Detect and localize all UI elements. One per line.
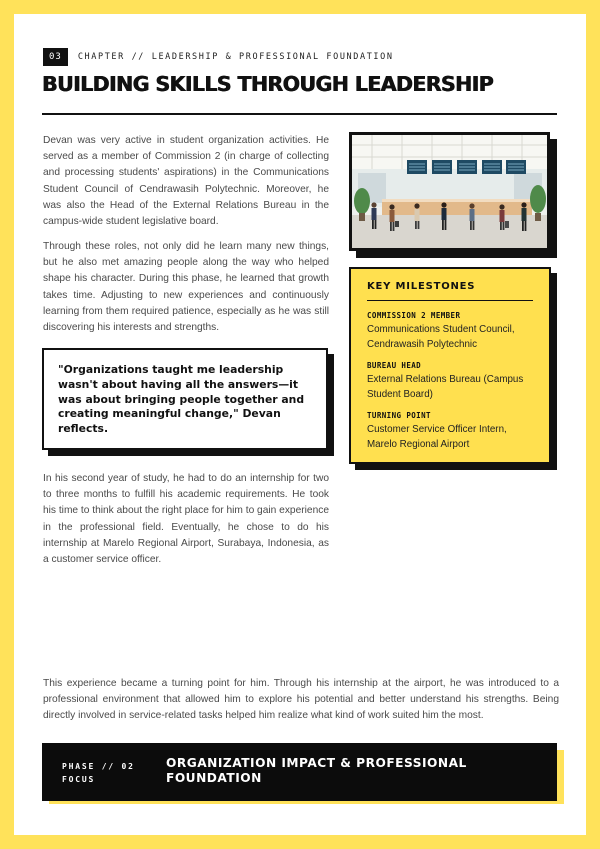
page (14, 14, 586, 835)
pull-quote (42, 348, 328, 450)
chapter-header (43, 48, 394, 66)
page-title: BUILDING SKILLS THROUGH LEADERSHIP (42, 72, 494, 96)
body-paragraph-2: Through these roles, not only did he learn many new things, but he also met amazing people along the way who helped shape his character. During this phase, he learned that growth takes time. Adjusting to new experiences and continuously learning from them required patience, especially as he was still discovering his interests and strengths. (43, 241, 329, 334)
milestone-value: Customer Service Officer Intern, Marelo Regional Airport (367, 424, 507, 450)
phase-footer-banner (42, 743, 557, 801)
airport-illustration (349, 132, 550, 251)
chapter-number-badge: 03 (43, 48, 68, 66)
phase-number: PHASE // 02 (62, 762, 135, 771)
milestone-item (367, 311, 533, 352)
body-paragraph-3: In his second year of study, he had to do an internship for two to three months to fulfill his academic requirements. He took his time to think about the right place for him to gain experience in the professional field. Eventually, he chose to do his internship at Marelo Regional Airport, Surabaya, Indonesia, as a customer service officer. (43, 473, 329, 566)
milestone-label: TURNING POINT (367, 411, 431, 420)
milestone-item (367, 361, 533, 402)
milestone-value: External Relations Bureau (Campus Student Board) (367, 374, 524, 400)
milestone-label: BUREAU HEAD (367, 361, 422, 370)
milestone-item (367, 411, 533, 452)
airport-terminal-image (352, 135, 547, 248)
milestone-value: Communications Student Council, Cendrawasih Polytechnic (367, 324, 515, 350)
key-milestones-card (349, 267, 551, 464)
body-paragraph-1: Devan was very active in student organization activities. He served as a member of Commission 2 (in charge of collecting and processing students' aspirations) in the Communications Student Council of Cendrawasih Polytechnic. Moreover, he was also the Head of the External Relations Bureau in the campus-wide student legislative board. (43, 135, 329, 228)
phase-label (62, 760, 135, 786)
chapter-label: CHAPTER // LEADERSHIP & PROFESSIONAL FOUNDATION (77, 52, 394, 62)
footer-title: ORGANIZATION IMPACT & PROFESSIONAL FOUNDATION (166, 756, 467, 785)
body-paragraph-4: This experience became a turning point for him. Through his internship at the airport, he was introduced to a professional environment that allowed him to explore his potential and better understand his strengths. Being directly involved in service-related tasks helped him realize what kind of work suited him the most. (43, 678, 559, 722)
milestone-label: COMMISSION 2 MEMBER (367, 311, 461, 320)
title-divider (42, 113, 557, 115)
quote-text: "Organizations taught me leadership wasn't about having all the answers—it was about bringing people together and creating meaningful change," Devan reflects. (58, 363, 305, 436)
milestones-title: KEY MILESTONES (367, 281, 533, 301)
phase-focus: FOCUS (62, 775, 96, 784)
